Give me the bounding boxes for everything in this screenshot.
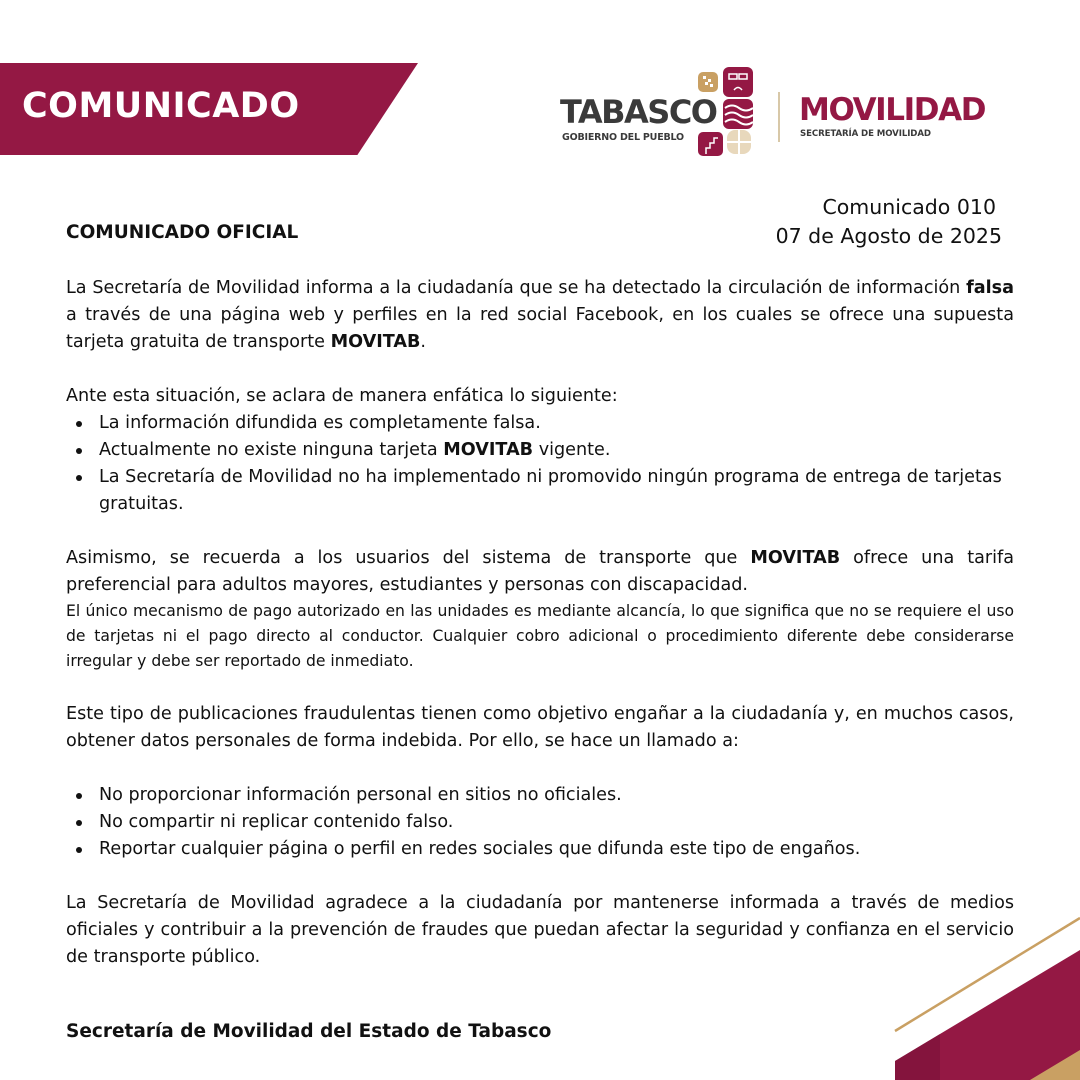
intro-bold-falsa: falsa [966,278,1014,298]
document-body [66,275,1014,971]
list-item: No compartir ni replicar contenido falso. [99,809,1014,836]
reminder-text: Asimismo, se recuerda a los usuarios del sistema de transporte que [66,548,751,568]
intro-text: . [420,332,427,352]
banner-title: COMUNICADO [22,86,300,126]
warning-paragraph: Este tipo de publicaciones fraudulentas tienen como objetivo engañar a la ciudadanía y, en muchos casos, obtener datos personales de forma indebida. Por ello, se hace un llamado a: [66,704,1014,751]
document-type-heading: COMUNICADO OFICIAL [66,222,299,243]
tabasco-wordmark: TABASCO [560,93,717,131]
movilidad-subtitle: SECRETARÍA DE MOVILIDAD [800,129,931,139]
corner-decoration [880,900,1080,1080]
list-item-bold: MOVITAB [443,440,534,460]
intro-paragraph [66,275,1014,356]
clarify-lead: Ante esta situación, se aclara de manera enfática lo siguiente: [66,386,618,406]
closing-paragraph: La Secretaría de Movilidad agradece a la ciudadanía por mantenerse informada a través de medios oficiales y contribuir a la prevención de fraudes que puedan afectar la seguridad y confianza en el servicio de transporte público. [66,893,1014,967]
logo-divider [778,92,780,142]
comunicado-date: 07 de Agosto de 2025 [775,224,1002,248]
movilidad-wordmark: MOVILIDAD [799,92,986,128]
reminder-paragraph [66,545,1014,599]
intro-bold-movitab: MOVITAB [330,332,421,352]
list-item: Reportar cualquier página o perfil en redes sociales que difunda este tipo de engaños. [99,836,1014,863]
olmec-glyphs-icon [696,66,756,158]
reminder-bold: MOVITAB [750,548,841,568]
payment-paragraph: El único mecanismo de pago autorizado en las unidades es mediante alcancía, lo que significa que no se requiere el uso de tarjetas ni el pago directo al conductor. Cualquier cobro adicional o procedimiento diferente debe considerarse irregular y debe ser reportado de inmediato. [66,602,1014,670]
call-list [66,782,1014,863]
tabasco-logo [558,66,758,161]
signature: Secretaría de Movilidad del Estado de Tabasco [66,1021,552,1042]
reminder-text: ofrece una tarifa preferencial para adultos mayores, estudiantes y personas con discapacidad. [66,548,1014,595]
tabasco-subtitle: GOBIERNO DEL PUEBLO [562,132,684,143]
list-item-text: Actualmente no existe ninguna tarjeta [99,440,444,460]
intro-text: La Secretaría de Movilidad informa a la ciudadanía que se ha detectado la circulación de información [66,278,967,298]
comunicado-number: Comunicado 010 [822,195,996,219]
intro-text: a través de una página web y perfiles en la red social Facebook, en los cuales se ofrece una supuesta tarjeta gratuita de transporte [66,305,1014,352]
list-item: La información difundida es completamente falsa. [99,410,1014,437]
clarify-list [66,410,1014,518]
list-item: No proporcionar información personal en sitios no oficiales. [99,782,1014,809]
list-item-text: vigente. [533,440,611,460]
list-item [99,437,1014,464]
list-item: La Secretaría de Movilidad no ha implementado ni promovido ningún programa de entrega de tarjetas gratuitas. [99,464,1014,518]
document-meta [775,193,1002,251]
